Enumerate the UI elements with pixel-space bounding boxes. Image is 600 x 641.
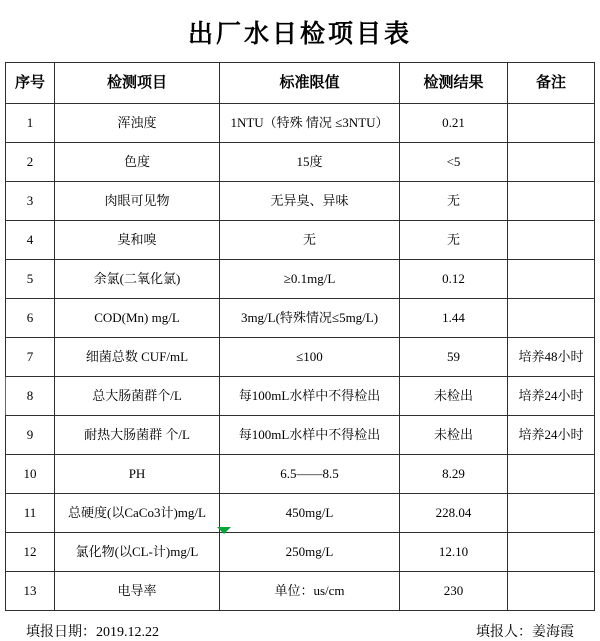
cell-result: 8.29 [400,455,508,494]
cell-limit: 每100mL水样中不得检出 [220,377,400,416]
cell-no: 5 [6,260,55,299]
reporter-value: 姜海霞 [532,625,574,640]
cell-note: 培养24小时 [508,416,595,455]
table-header [6,63,595,104]
cell-no: 9 [6,416,55,455]
cell-limit: 15度 [220,143,400,182]
cell-item: 氯化物(以CL-计)mg/L [55,533,220,572]
cell-no: 2 [6,143,55,182]
cell-no: 3 [6,182,55,221]
table-row [6,104,595,143]
table-row [6,377,595,416]
table-row [6,143,595,182]
water-inspection-table [5,62,595,611]
header-cell-result: 检测结果 [400,63,508,104]
cell-item: 浑浊度 [55,104,220,143]
cell-no: 8 [6,377,55,416]
cell-item: PH [55,455,220,494]
cell-limit: 450mg/L [220,494,400,533]
report-date-label: 填报日期： [26,625,96,640]
cell-note [508,533,595,572]
cell-note [508,182,595,221]
cell-item: 耐热大肠菌群 个/L [55,416,220,455]
table-row [6,182,595,221]
cell-limit: 3mg/L(特殊情况≤5mg/L) [220,299,400,338]
cell-result: 0.12 [400,260,508,299]
cell-result: 0.21 [400,104,508,143]
cell-item: 臭和嗅 [55,221,220,260]
report-date-value: 2019.12.22 [96,625,159,640]
cell-result: 未检出 [400,377,508,416]
cell-result: 228.04 [400,494,508,533]
table-row [6,494,595,533]
cell-note [508,299,595,338]
cell-item: 肉眼可见物 [55,182,220,221]
table-body [6,104,595,611]
cell-no: 4 [6,221,55,260]
cell-note [508,455,595,494]
cell-limit: 6.5——8.5 [220,455,400,494]
table-row [6,221,595,260]
page-title: 出厂水日检项目表 [187,21,412,48]
cell-result: 未检出 [400,416,508,455]
cell-note [508,260,595,299]
cell-no: 1 [6,104,55,143]
cell-no: 11 [6,494,55,533]
cell-limit: ≤100 [220,338,400,377]
document-footer [18,621,582,641]
header-cell-limit: 标准限值 [220,63,400,104]
cell-limit: 单位：us/cm [220,572,400,611]
cell-note [508,104,595,143]
cell-item: 色度 [55,143,220,182]
cell-result: <5 [400,143,508,182]
report-date [26,621,159,641]
cell-limit: 250mg/L [220,533,400,572]
cell-limit: 每100mL水样中不得检出 [220,416,400,455]
cell-limit: 无 [220,221,400,260]
cell-note [508,221,595,260]
header-cell-no: 序号 [6,63,55,104]
cell-note [508,143,595,182]
cell-result: 无 [400,221,508,260]
table-row [6,572,595,611]
cell-item: 电导率 [55,572,220,611]
table-row [6,260,595,299]
cell-result: 230 [400,572,508,611]
cell-result: 无 [400,182,508,221]
cell-no: 10 [6,455,55,494]
table-row [6,455,595,494]
cell-item: 细菌总数 CUF/mL [55,338,220,377]
table-row [6,338,595,377]
cell-item: 总硬度(以CaCo3计)mg/L [55,494,220,533]
header-cell-item: 检测项目 [55,63,220,104]
cell-result: 12.10 [400,533,508,572]
table-row [6,299,595,338]
cell-limit: ≥0.1mg/L [220,260,400,299]
cell-note [508,572,595,611]
reporter [476,621,574,641]
cell-no: 13 [6,572,55,611]
cell-note: 培养48小时 [508,338,595,377]
cell-note: 培养24小时 [508,377,595,416]
header-cell-note: 备注 [508,63,595,104]
cell-result: 1.44 [400,299,508,338]
cell-result: 59 [400,338,508,377]
table-row [6,416,595,455]
reporter-label: 填报人： [476,625,532,640]
table-row [6,533,595,572]
cell-item: 总大肠菌群个/L [55,377,220,416]
cell-item: 余氯(二氧化氯) [55,260,220,299]
cell-no: 12 [6,533,55,572]
table-header-row [6,63,595,104]
cell-no: 6 [6,299,55,338]
cell-no: 7 [6,338,55,377]
green-marker-icon [217,527,231,534]
cell-item: COD(Mn) mg/L [55,299,220,338]
cell-note [508,494,595,533]
cell-limit: 无异臭、异味 [220,182,400,221]
cell-limit: 1NTU（特殊 情况 ≤3NTU） [220,104,400,143]
